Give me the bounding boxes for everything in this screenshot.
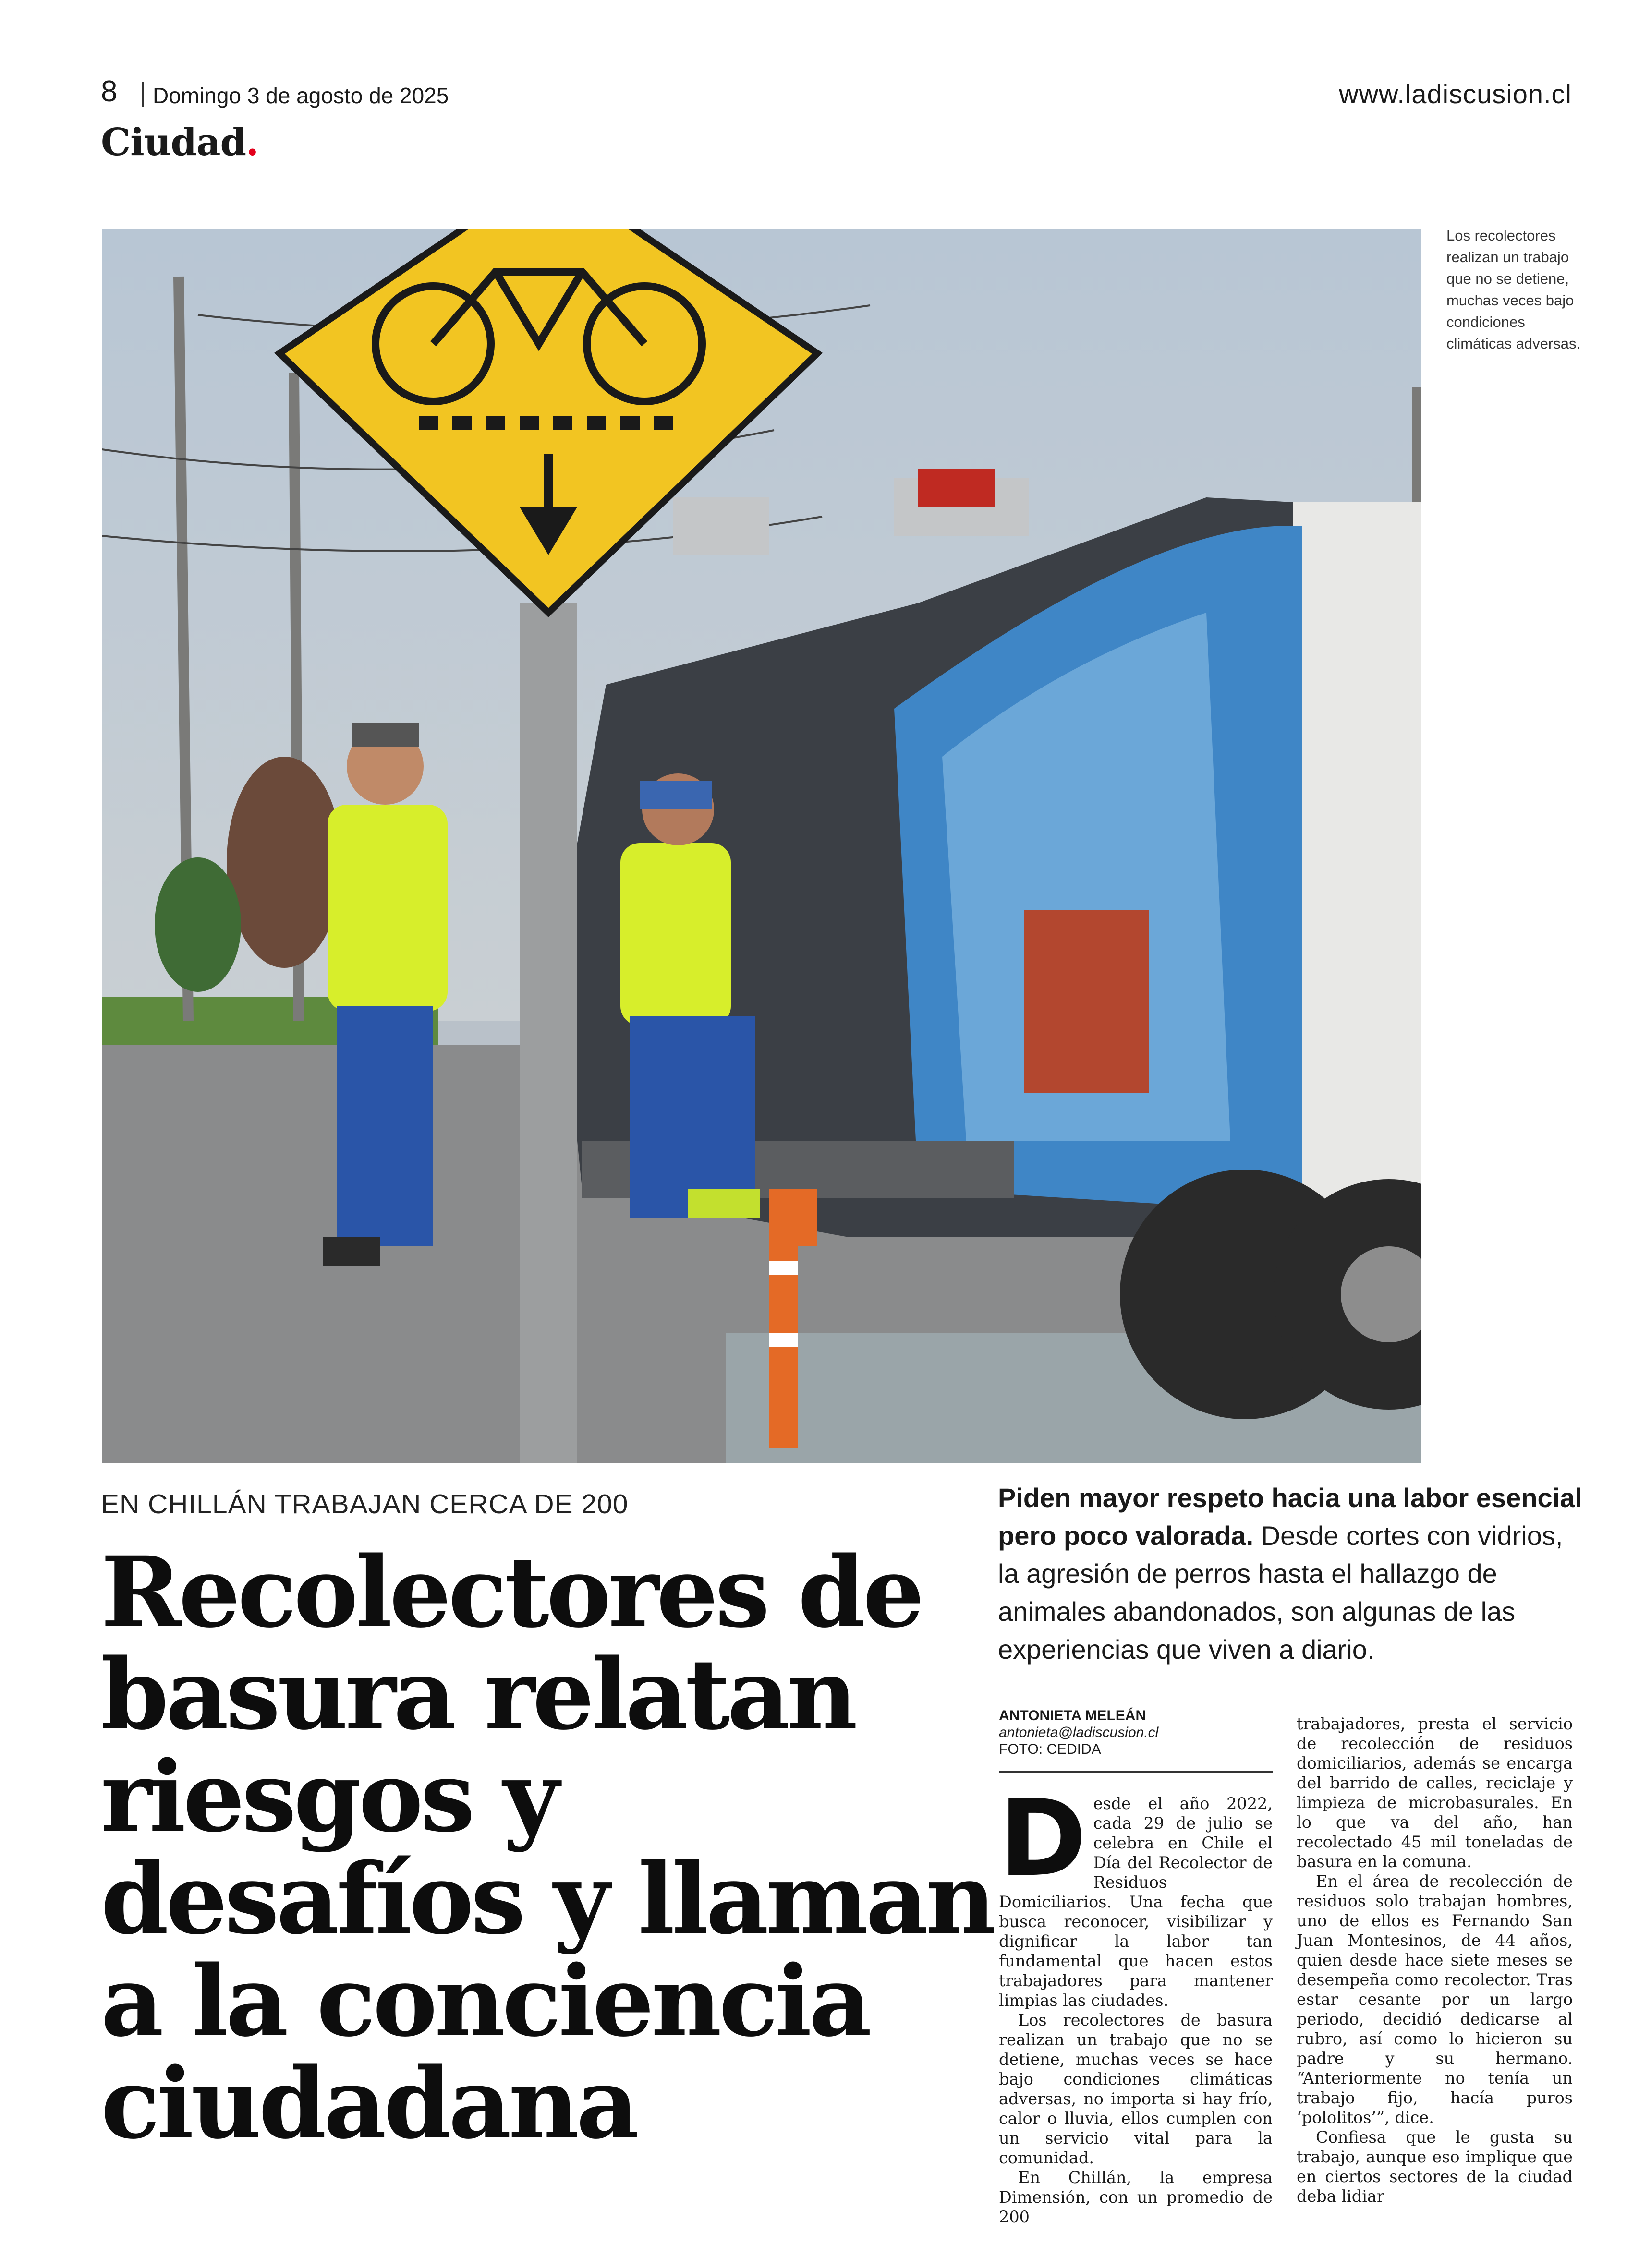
lead-text: Desde cortes con vidrios, la agresión de perros hasta el hallazgo de animales abandonados, son algunas de las experiencias que viven a diario. xyxy=(998,1520,1563,1665)
photo-credit: FOTO: CEDIDA xyxy=(999,1741,1101,1757)
section-name: Ciudad xyxy=(101,121,246,164)
article-kicker: EN CHILLÁN TRABAJAN CERCA DE 200 xyxy=(101,1489,629,1520)
section-title xyxy=(101,121,259,164)
photo-caption: Los recolectores realizan un trabajo que no se detiene, muchas veces bajo condiciones climáticas adversas. xyxy=(1446,227,1581,352)
body-paragraph: En el área de recolección de residuos solo trabajan hombres, uno de ellos es Fernando San Juan Montesinos, de 44 años, quien desde hace siete meses se desempeña como recolector. Tras estar cesante por un largo periodo, decidió dedicarse al rubro, así como lo hicieron su padre y su hermano. “Anteriormente no tenía un trabajo fijo, hacía puros ‘pololitos’”, dice. xyxy=(1297,1872,1573,2127)
body-paragraph: trabajadores, presta el servicio de recolección de residuos domiciliarios, además se encarga del barrido de calles, reciclaje y limpieza de microbasurales. En lo que va del año, han recolectado 45 mil toneladas de basura en la comuna. xyxy=(1297,1714,1573,1871)
body-column-1 xyxy=(999,1777,1273,2227)
page-number: 8 xyxy=(101,75,118,108)
body-column-2 xyxy=(1297,1714,1573,2206)
article-lead xyxy=(998,1479,1589,1668)
author-name: ANTONIETA MELEÁN xyxy=(999,1708,1146,1724)
garbage-truck-photo xyxy=(102,229,1421,1463)
header-separator xyxy=(142,82,144,107)
section-dot: . xyxy=(246,121,259,164)
sign-post xyxy=(520,603,577,1463)
issue-date: Domingo 3 de agosto de 2025 xyxy=(153,83,449,108)
website-link[interactable]: www.ladiscusion.cl xyxy=(1339,79,1572,109)
author-email[interactable]: antonieta@ladiscusion.cl xyxy=(999,1725,1159,1740)
lead-bold: Piden mayor respeto hacia una labor esencial pero poco valorada. xyxy=(998,1483,1582,1551)
drop-cap: D xyxy=(999,1777,1087,1900)
body-paragraph: Confiesa que le gusta su trabajo, aunque eso implique que en ciertos sectores de la ciudad deba lidiar xyxy=(1297,2128,1573,2206)
body-paragraph: En Chillán, la empresa Dimensión, con un promedio de 200 xyxy=(999,2168,1273,2226)
article-photo xyxy=(102,229,1421,1463)
byline xyxy=(999,1707,1273,1773)
body-paragraph: esde el año 2022, cada 29 de julio se celebra en Chile el Día del Recolector de Residuos Domiciliarios. Una fecha que busca reconocer, visibilizar y dignificar la labor tan fundamental que hacen estos trabajadores para mantener limpias las ciudades. xyxy=(999,1794,1273,2010)
article-headline: Recolectores de basura relatan riesgos y desafíos y llaman a la conciencia ciudadana xyxy=(101,1535,994,2160)
body-paragraph: Los recolectores de basura realizan un trabajo que no se detiene, muchas veces se hace bajo condiciones climáticas adversas, no importa si hay frío, calor o lluvia, ellos cumplen con un servicio vital para la comunidad. xyxy=(999,2011,1273,2167)
